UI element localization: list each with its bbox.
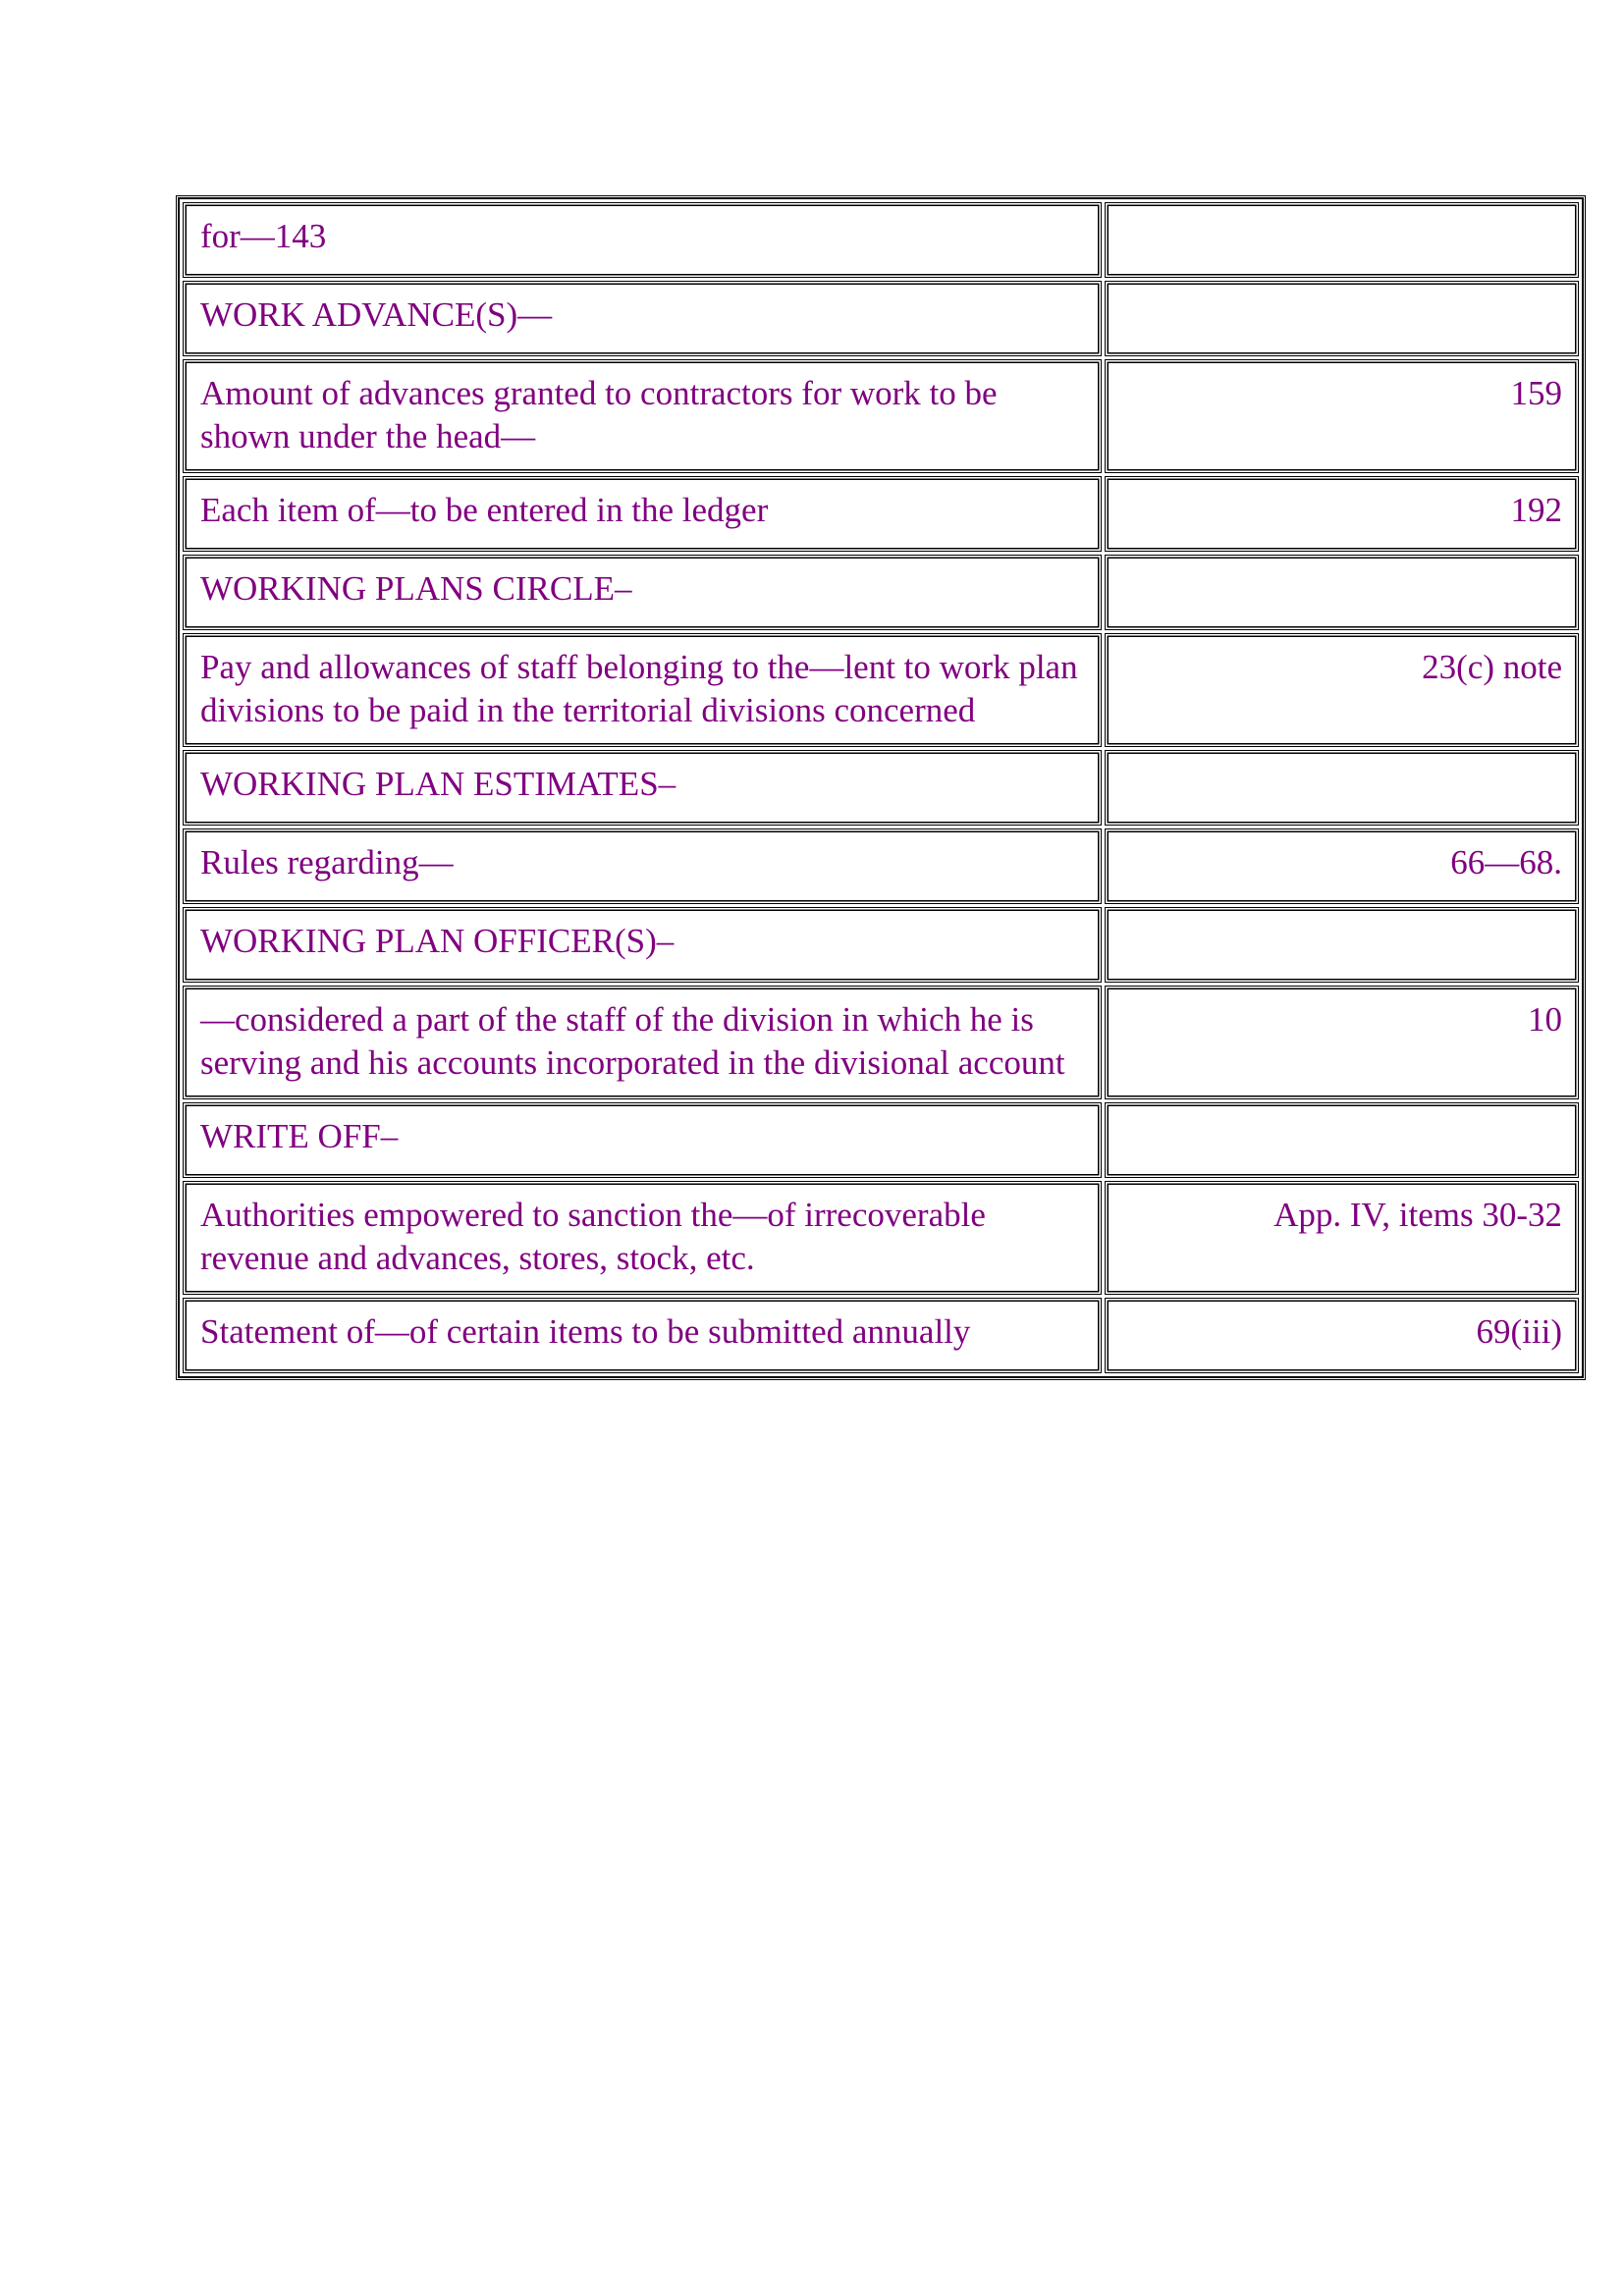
index-reference: 66—68.	[1105, 828, 1579, 904]
index-entry: for—143	[183, 202, 1102, 278]
index-reference: 69(iii)	[1105, 1298, 1579, 1373]
index-row	[183, 202, 1579, 278]
index-reference: App. IV, items 30-32	[1105, 1181, 1579, 1295]
index-heading: WORKING PLANS CIRCLE–	[183, 555, 1102, 630]
index-reference: 192	[1105, 476, 1579, 552]
index-entry: Pay and allowances of staff belonging to the—lent to work plan divisions to be paid in the territorial divisions concerned	[183, 633, 1102, 747]
index-reference	[1105, 555, 1579, 630]
index-entry: Statement of—of certain items to be submitted annually	[183, 1298, 1102, 1373]
index-heading-row	[183, 555, 1579, 630]
index-heading: WORKING PLAN OFFICER(S)–	[183, 907, 1102, 983]
index-row	[183, 1181, 1579, 1295]
index-reference	[1105, 750, 1579, 826]
index-row	[183, 633, 1579, 747]
index-entry: Authorities empowered to sanction the—of irrecoverable revenue and advances, stores, stock, etc.	[183, 1181, 1102, 1295]
index-heading-row	[183, 1102, 1579, 1178]
index-reference	[1105, 1102, 1579, 1178]
index-heading: WRITE OFF–	[183, 1102, 1102, 1178]
index-entry: Each item of—to be entered in the ledger	[183, 476, 1102, 552]
index-heading: WORKING PLAN ESTIMATES–	[183, 750, 1102, 826]
index-reference	[1105, 202, 1579, 278]
index-row	[183, 1298, 1579, 1373]
index-entry: —considered a part of the staff of the division in which he is serving and his accounts incorporated in the divisional account	[183, 986, 1102, 1099]
index-row	[183, 828, 1579, 904]
index-reference: 159	[1105, 359, 1579, 473]
index-row	[183, 476, 1579, 552]
index-reference	[1105, 907, 1579, 983]
index-heading-row	[183, 750, 1579, 826]
index-reference	[1105, 281, 1579, 356]
index-reference: 23(c) note	[1105, 633, 1579, 747]
index-reference: 10	[1105, 986, 1579, 1099]
index-heading-row	[183, 281, 1579, 356]
index-row	[183, 359, 1579, 473]
index-table	[178, 197, 1584, 1378]
index-heading: WORK ADVANCE(S)—	[183, 281, 1102, 356]
index-heading-row	[183, 907, 1579, 983]
index-entry: Amount of advances granted to contractors for work to be shown under the head—	[183, 359, 1102, 473]
index-entry: Rules regarding—	[183, 828, 1102, 904]
index-row	[183, 986, 1579, 1099]
